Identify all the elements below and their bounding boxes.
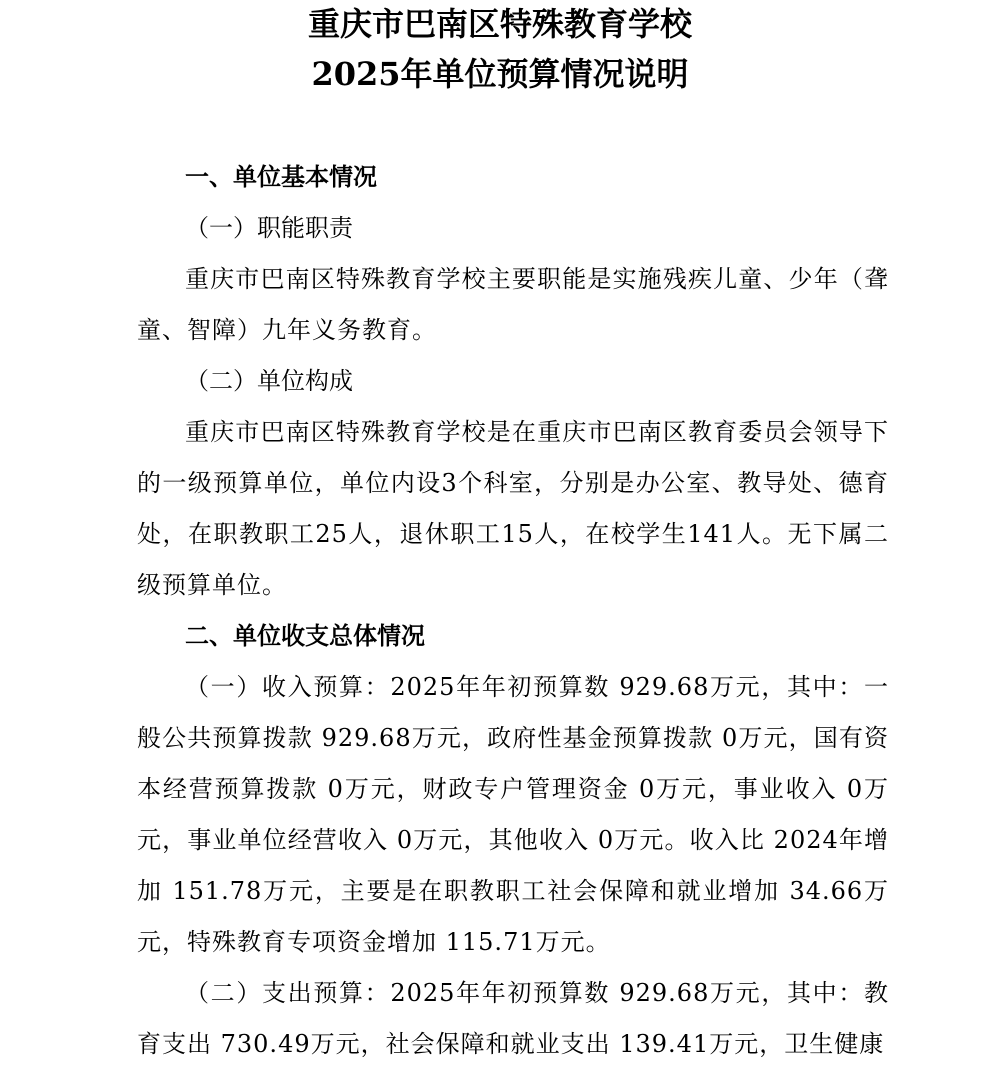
section1-sub2-text: 重庆市巴南区特殊教育学校是在重庆市巴南区教育委员会领导下的一级预算单位，单位内设3个科室，分别是办公室、教导处、德育处，在职教职工25人，退休职工15人，在校学生141人。无下属二级预算单位。 — [137, 418, 889, 599]
expense-text: 2025年年初预算数 929.68万元，其中：教育支出 730.49万元，社会保障和就业支出 139.41万元，卫生健康 — [137, 979, 889, 1058]
section2-expense-paragraph — [137, 968, 889, 1070]
section2-income-paragraph — [137, 662, 889, 968]
section1-sub2-heading: （二）单位构成 — [185, 367, 353, 395]
document-title-line2: 2025年单位预算情况说明 — [311, 55, 689, 93]
income-lead: （一）收入预算： — [185, 673, 391, 701]
document-title-line1: 重庆市巴南区特殊教育学校 — [307, 5, 692, 43]
section1-sub1-text: 重庆市巴南区特殊教育学校主要职能是实施残疾儿童、少年（聋童、智障）九年义务教育。 — [137, 265, 889, 344]
income-text: 2025年年初预算数 929.68万元，其中：一般公共预算拨款 929.68万元，政府性基金预算拨款 0万元，国有资本经营预算拨款 0万元，财政专户管理资金 0万元，事业收入 0万元，事业单位经营收入 0万元，其他收入 0万元。收入比 2024年增加 151.78万元，主要是在职教职工社会保障和就业增加 34.66万元，特殊教育专项资金增加 115.71万元。 — [137, 673, 889, 956]
expense-lead: （二）支出预算： — [185, 979, 391, 1007]
section1-sub1-heading: （一）职能职责 — [185, 214, 353, 242]
section2-heading: 二、单位收支总体情况 — [185, 622, 425, 650]
section1-heading: 一、单位基本情况 — [185, 163, 377, 191]
document-body — [137, 152, 889, 1070]
